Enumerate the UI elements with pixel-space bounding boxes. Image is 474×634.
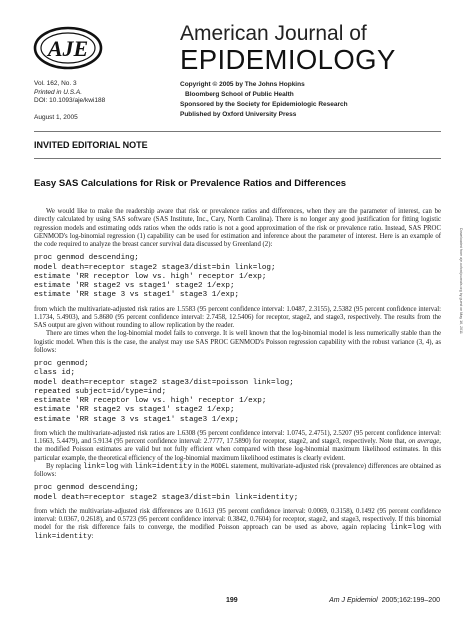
- paragraph-poisson-results: from which the multivariate-adjusted risk ratios are 1.6308 (95 percent confidence interval: 1.0745, 2.4751), 2.5207 (95 percent confidence interval: 1.1663, 5.4479), and 5.9134 (95 percent confidence interval: 2.7777, 17.5890) for receptor, stage2, and stage3, respectively. Note that, on average, the modified Poisson estimates are valid but not fully efficient when compared with these log-binomial maximum likelihood estimates. In this particular example, the theoretical efficiency of the log-binomial maximum likelihood estimates is clearly evident.: [34, 429, 441, 462]
- logo-lettering: AJE: [47, 36, 89, 61]
- page-number: 199: [226, 597, 238, 604]
- school-line: Bloomberg School of Public Health: [185, 91, 294, 98]
- article-title: Easy SAS Calculations for Risk or Prevalence Ratios and Differences: [34, 178, 347, 189]
- volume-issue: Vol. 162, No. 3: [34, 80, 77, 87]
- footer-citation: Am J Epidemiol 2005;162:199–200: [329, 597, 440, 604]
- code-block-poisson: proc genmod; class id; model death=receptor stage2 stage3/dist=poisson link=log; repeated subject=id/type=ind; estimate 'RR receptor low vs. high' receptor 1/exp; estimate 'RR stage2 vs stage1' stage2 1/exp; estimate 'RR stage 3 vs stage1' stage3 1/exp;: [34, 360, 294, 424]
- sponsor-line: Sponsored by the Society for Epidemiologic Research: [180, 101, 348, 108]
- paragraph-convergence: There are times when the log-binomial model fails to converge. It is well known that the log-binomial model is less numerically stable than the logistic model. When this is the case, the analyst may use SAS PROC GENMOD's Poisson regression capability with the robust variance (3, 4), as follows:: [34, 330, 441, 354]
- article-body: [34, 208, 441, 541]
- download-watermark: Downloaded from aje.oxfordjournals.org by guest on May 16, 2011: [459, 228, 463, 334]
- paragraph-intro: We would like to make the readership aware that risk or prevalence ratios and differences, when they are the parameter of interest, can be directly calculated by using SAS software (SAS Institute, Inc., Cary, North Carolina). There is no longer any good justification for fitting logistic regression models and estimating odds ratios when the odds ratio is not a good approximation of the risk or prevalence ratio. Instead, SAS PROC GENMOD's log-binomial regression (1) capability can be used for estimation and inference about the parameter of interest. Here is an example of the code required to analyze the breast cancer survival data discussed by Greenland (2):: [34, 208, 441, 249]
- publisher-meta: [180, 80, 348, 120]
- publisher-line: Published by Oxford University Press: [180, 111, 297, 118]
- top-rule: [34, 131, 441, 132]
- publication-date: August 1, 2005: [34, 113, 78, 121]
- aje-logo: [33, 26, 103, 70]
- paragraph-risk-ratios: from which the multivariate-adjusted risk ratios are 1.5583 (95 percent confidence interval: 1.0487, 2.3155), 2.5382 (95 percent confidence interval: 1.1734, 5.4903), and 5.8680 (95 percent confidence interval: 2.7458, 12.5406) for receptor, stage2, and stage3, respectively. The results from the SAS output are given without rounding to allow replication by the reader.: [34, 305, 441, 330]
- journal-title: American Journal of: [180, 22, 367, 45]
- paragraph-risk-differences: from which the multivariate-adjusted risk differences are 0.1613 (95 percent confidence interval: 0.0069, 0.3158), 0.1492 (95 percent confidence interval: 0.0367, 0.2618), and 0.5723 (95 percent confidence interval: 0.3842, 0.7604) for receptor, stage2, and stage3, respectively. If this binomial model for the risk difference fails to converge, the modified Poisson approach can be used as above, again replacing link=log with link=identity:: [34, 507, 441, 541]
- code-block-log-binomial: proc genmod descending; model death=receptor stage2 stage3/dist=bin link=log; estimate 'RR receptor low vs. high' receptor 1/exp; estimate 'RR stage2 vs stage1' stage2 1/exp; estimate 'RR stage 3 vs stage1' stage3 1/exp;: [34, 254, 276, 300]
- section-label: INVITED EDITORIAL NOTE: [34, 140, 148, 150]
- printed-location: Printed in U.S.A.: [34, 88, 83, 96]
- publication-meta: [34, 80, 105, 122]
- doi: DOI: 10.1093/aje/kwi188: [34, 97, 106, 105]
- code-block-identity: proc genmod descending; model death=receptor stage2 stage3/dist=bin link=identity;: [34, 484, 299, 502]
- paragraph-identity-link: By replacing link=log with link=identity in the MODEL statement, multivariate-adjusted risk (prevalence) differences are obtained as follows:: [34, 462, 441, 479]
- copyright-line: Copyright © 2005 by The Johns Hopkins: [180, 81, 305, 88]
- journal-name: EPIDEMIOLOGY: [180, 44, 396, 75]
- section-rule: [34, 158, 441, 159]
